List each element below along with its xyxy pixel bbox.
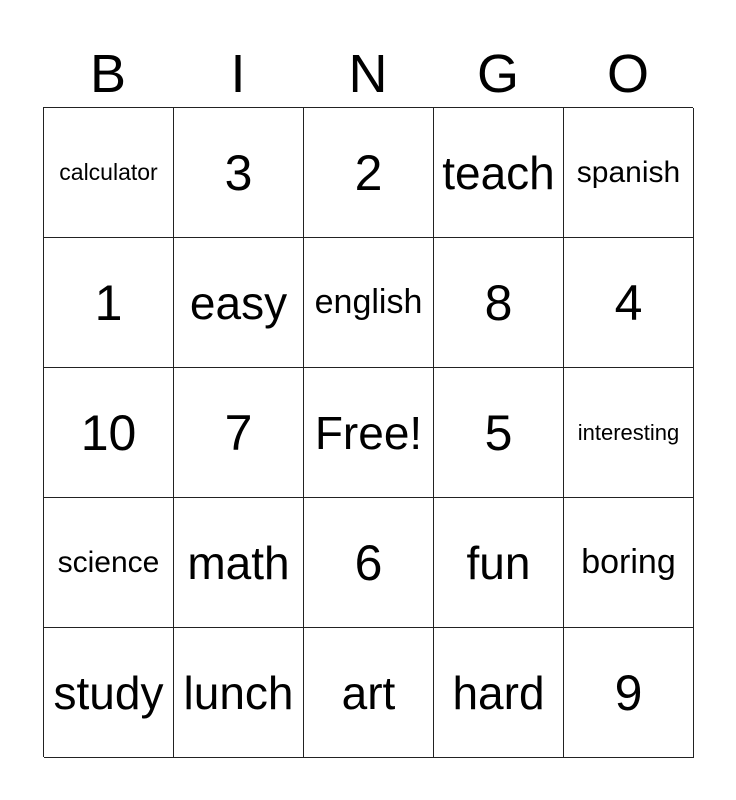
bingo-cell: spanish <box>564 108 694 238</box>
bingo-card-grid <box>43 107 693 757</box>
bingo-cell: math <box>174 498 304 628</box>
header-letter-o: O <box>606 44 649 104</box>
bingo-free-space: Free! <box>304 368 434 498</box>
bingo-cell: fun <box>434 498 564 628</box>
bingo-cell: art <box>304 628 434 758</box>
bingo-cell: 1 <box>44 238 174 368</box>
bingo-cell: 5 <box>434 368 564 498</box>
bingo-cell: interesting <box>564 368 694 498</box>
header-letter-g: G <box>476 44 519 104</box>
bingo-cell: teach <box>434 108 564 238</box>
bingo-cell: study <box>44 628 174 758</box>
bingo-cell: 6 <box>304 498 434 628</box>
bingo-cell: easy <box>174 238 304 368</box>
bingo-cell: 8 <box>434 238 564 368</box>
bingo-cell: calculator <box>44 108 174 238</box>
bingo-cell: 9 <box>564 628 694 758</box>
header-letter-n: N <box>348 44 388 104</box>
bingo-cell: lunch <box>174 628 304 758</box>
bingo-cell: boring <box>564 498 694 628</box>
bingo-header <box>43 40 693 108</box>
header-letter-i: I <box>230 44 246 104</box>
bingo-cell: english <box>304 238 434 368</box>
header-letter-b: B <box>89 44 127 104</box>
bingo-cell: 10 <box>44 368 174 498</box>
bingo-cell: 4 <box>564 238 694 368</box>
bingo-cell: 7 <box>174 368 304 498</box>
bingo-cell: 3 <box>174 108 304 238</box>
bingo-cell: hard <box>434 628 564 758</box>
bingo-cell: science <box>44 498 174 628</box>
bingo-cell: 2 <box>304 108 434 238</box>
